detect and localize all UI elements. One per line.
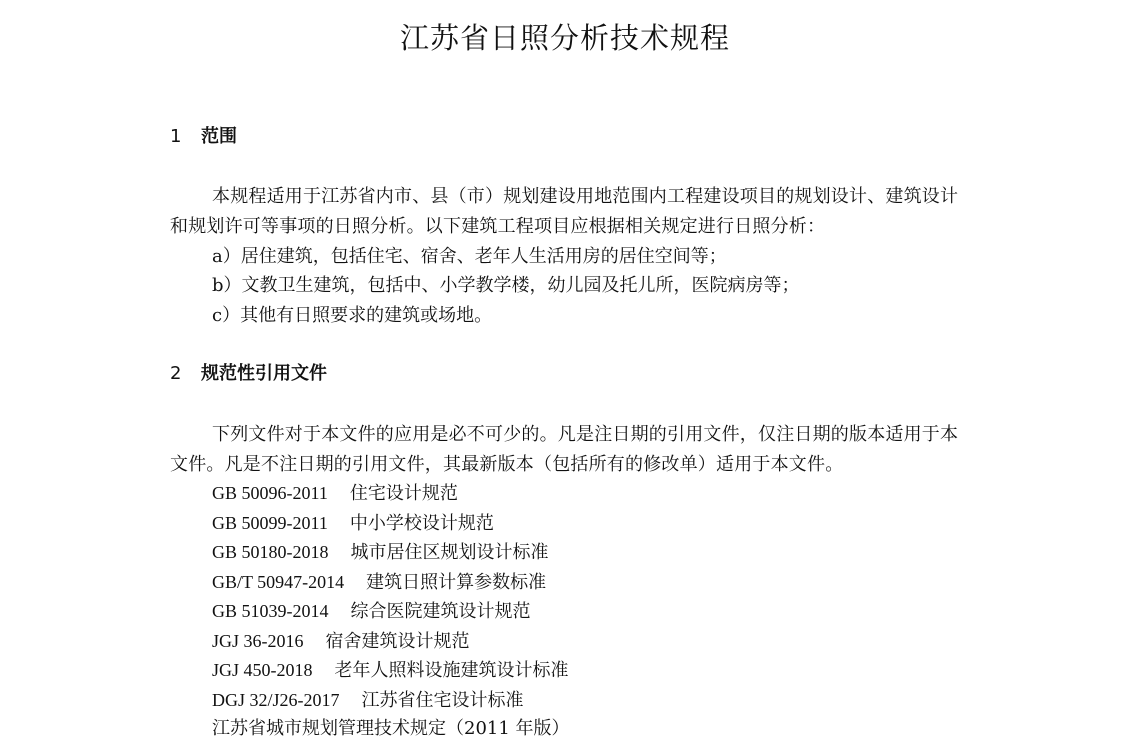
- section-2-heading: [170, 361, 327, 387]
- reference-name: 综合医院建筑设计规范: [350, 601, 531, 622]
- reference-item: [212, 567, 546, 598]
- reference-code: JGJ 450-2018: [212, 660, 313, 680]
- reference-name: 中小学校设计规范: [349, 513, 494, 534]
- reference-name: 城市居住区规划设计标准: [350, 542, 549, 563]
- reference-name: 宿舍建筑设计规范: [325, 631, 470, 652]
- list-item: c）其他有日照要求的建筑或场地。: [212, 305, 493, 326]
- section-2-title: 规范性引用文件: [201, 363, 327, 384]
- section-2-number: 2: [170, 363, 182, 384]
- reference-name: 老年人照料设施建筑设计标准: [334, 660, 569, 681]
- reference-code: GB 50180-2018: [212, 542, 329, 562]
- reference-item: [212, 478, 458, 509]
- reference-item: [212, 537, 549, 568]
- reference-name: 江苏省城市规划管理技术规定（2011 年版）: [212, 718, 570, 739]
- reference-item: [212, 685, 524, 716]
- section-1-paragraph: 本规程适用于江苏省内市、县（市）规划建设用地范围内工程建设项目的规划设计、建筑设计和规划许可等事项的日照分析。以下建筑工程项目应根据相关规定进行日照分析：: [170, 186, 959, 237]
- reference-item: [212, 596, 531, 627]
- list-item: b）文教卫生建筑，包括中、小学教学楼，幼儿园及托儿所，医院病房等；: [212, 275, 800, 296]
- document-title: 江苏省日照分析技术规程: [399, 21, 730, 55]
- section-2-paragraph: 下列文件对于本文件的应用是必不可少的。凡是注日期的引用文件，仅注日期的版本适用于本文件。凡是不注日期的引用文件，其最新版本（包括所有的修改单）适用于本文件。: [170, 424, 959, 475]
- reference-item: [212, 714, 570, 744]
- section-1-heading: [170, 124, 237, 150]
- reference-name: 江苏省住宅设计标准: [361, 690, 524, 711]
- list-item: a）居住建筑，包括住宅、宿舍、老年人生活用房的居住空间等；: [212, 246, 727, 267]
- reference-code: DGJ 32/J26-2017: [212, 690, 340, 710]
- section-1-title: 范围: [201, 126, 237, 147]
- reference-code: GB/T 50947-2014: [212, 572, 345, 592]
- reference-code: GB 51039-2014: [212, 601, 329, 621]
- reference-code: GB 50099-2011: [212, 513, 328, 533]
- reference-code: JGJ 36-2016: [212, 631, 304, 651]
- reference-name: 住宅设计规范: [349, 483, 458, 504]
- reference-item: [212, 508, 494, 539]
- reference-code: GB 50096-2011: [212, 483, 328, 503]
- section-1-number: 1: [170, 126, 182, 147]
- reference-item: [212, 626, 470, 657]
- reference-name: 建筑日照计算参数标准: [366, 572, 547, 593]
- reference-item: [212, 655, 569, 686]
